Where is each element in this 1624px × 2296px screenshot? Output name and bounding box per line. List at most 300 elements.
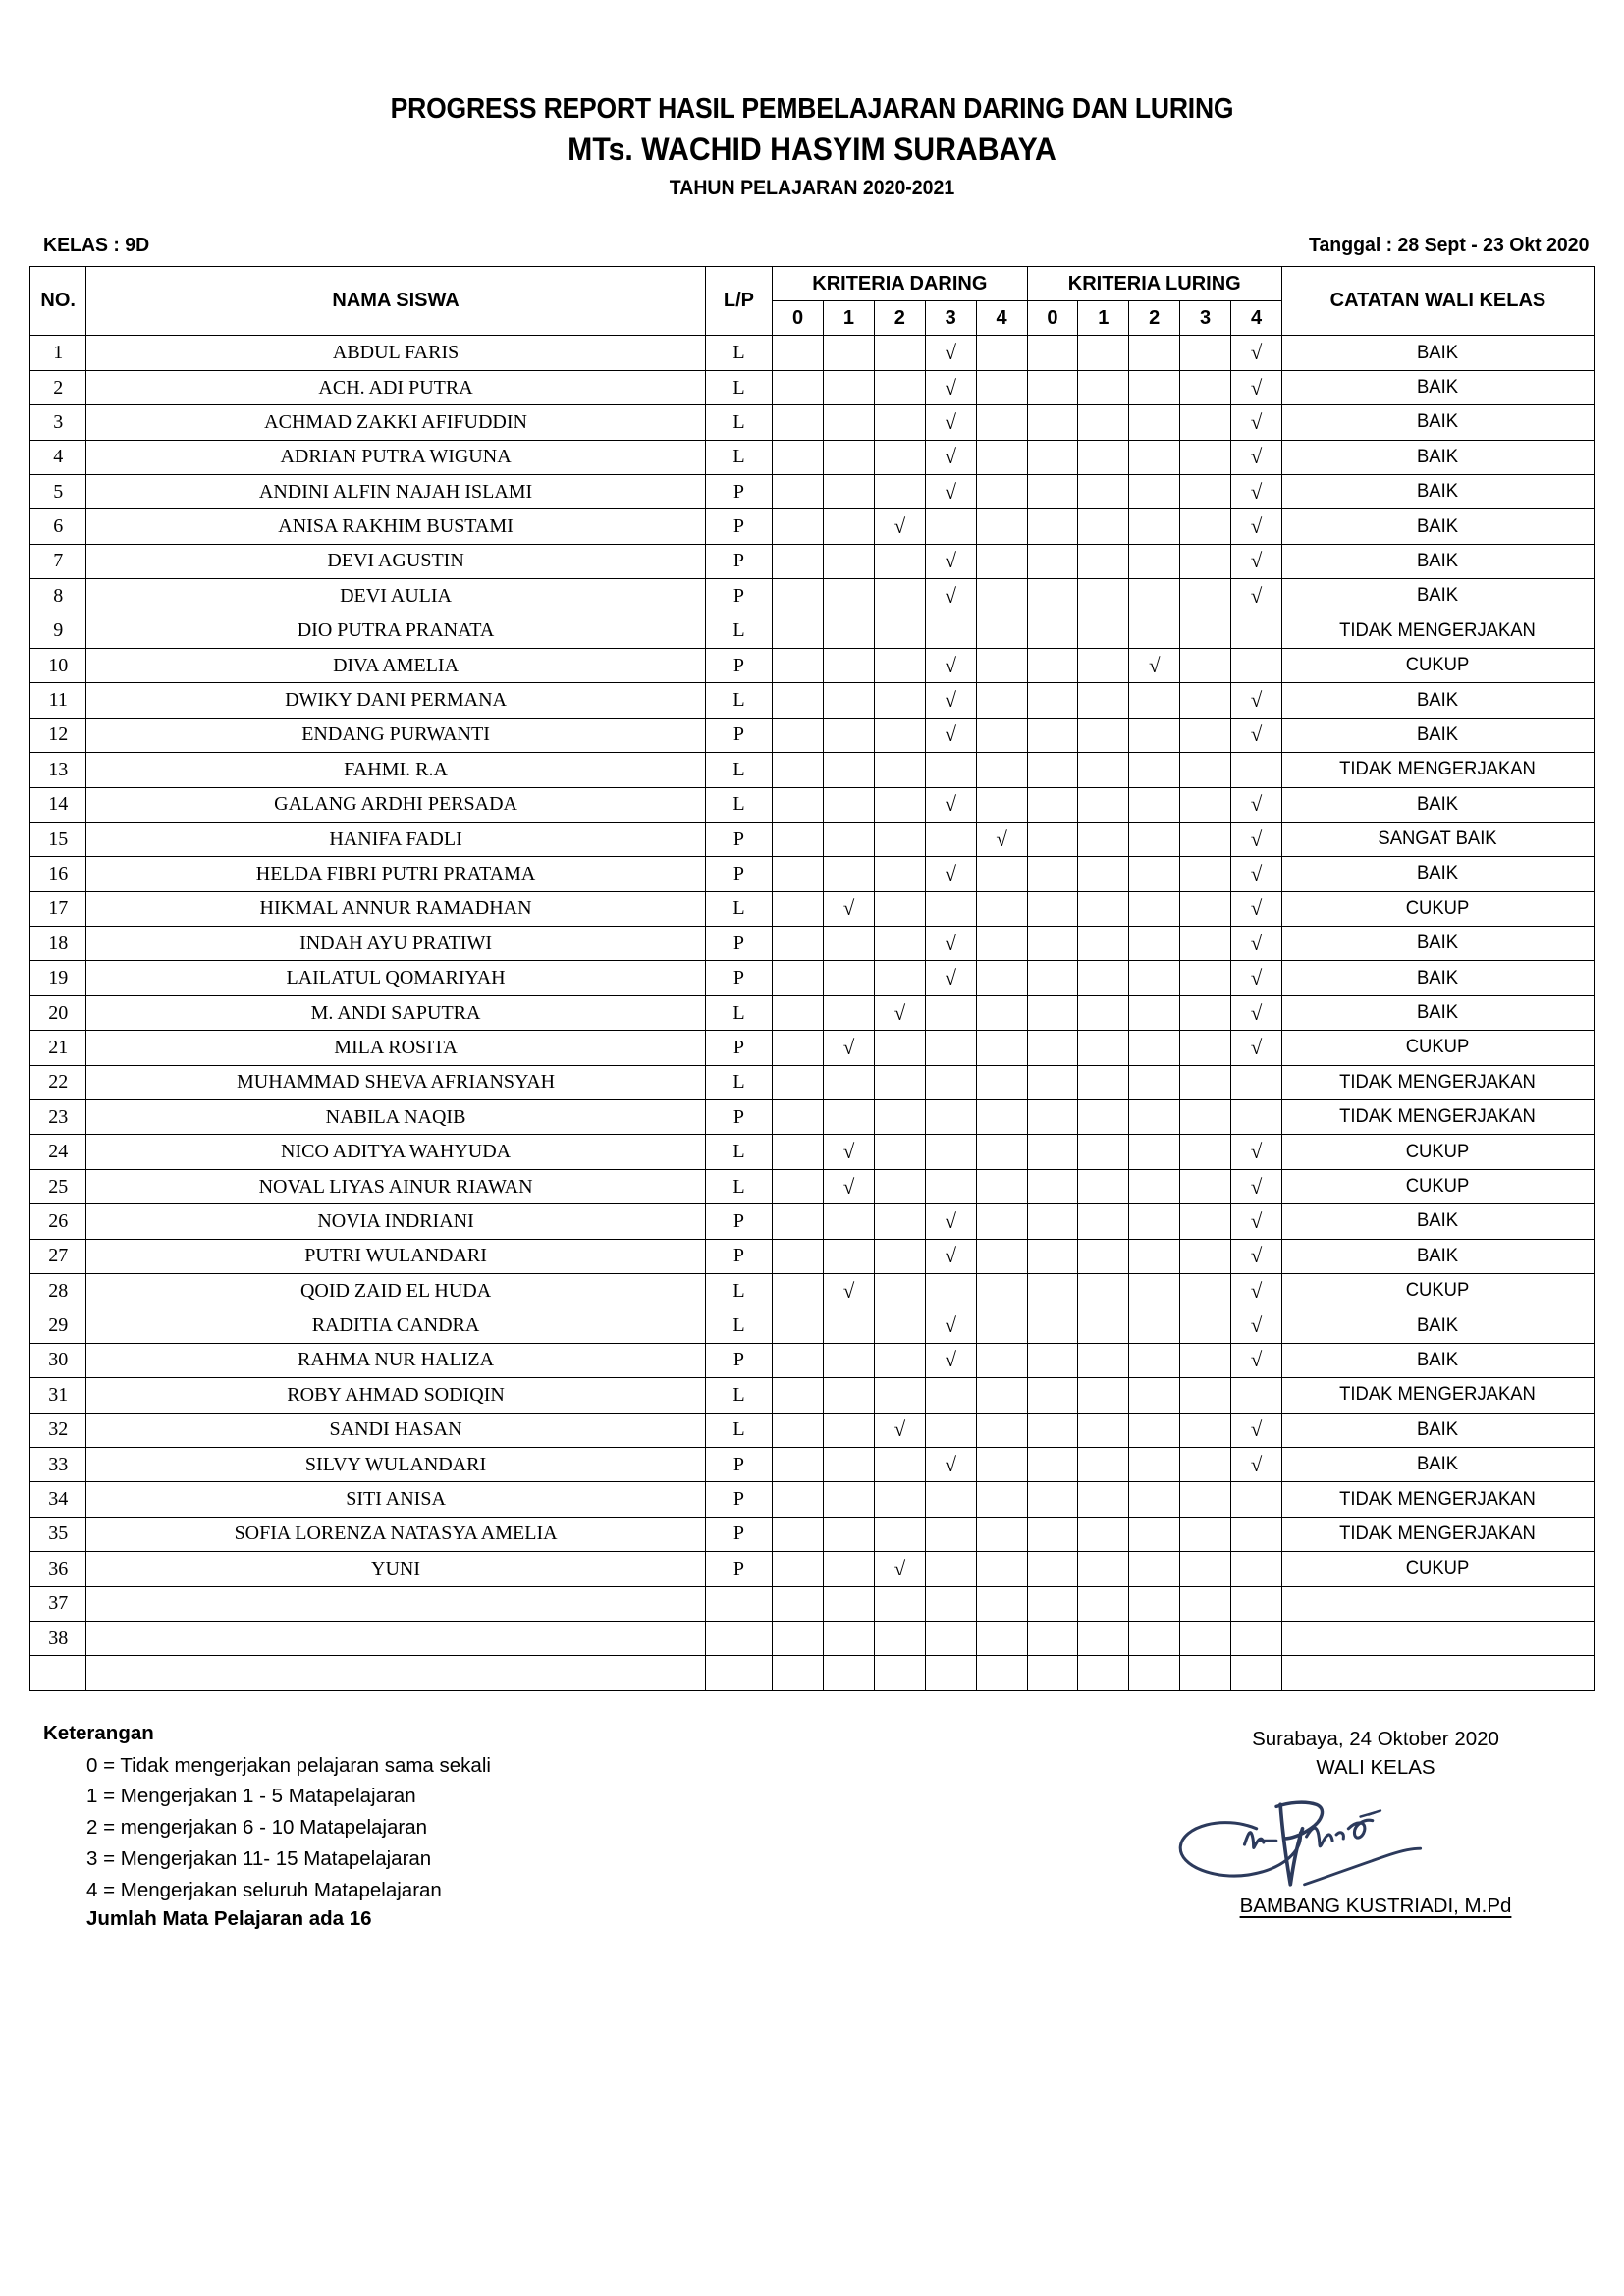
table-row: [30, 927, 1595, 961]
cell-daring-4: [976, 1413, 1027, 1447]
table-row: [30, 1447, 1595, 1481]
cell-daring-1: [824, 1517, 875, 1551]
table-row: [30, 1586, 1595, 1621]
cell-daring-4: [976, 1031, 1027, 1065]
cell-lp: L: [705, 405, 772, 440]
table-row: [30, 1656, 1595, 1690]
cell-luring-1: [1078, 336, 1129, 370]
cell-daring-0: [773, 753, 824, 787]
cell-luring-3: [1180, 1135, 1231, 1169]
cell-daring-3: [925, 1100, 976, 1135]
cell-luring-0: [1027, 891, 1078, 926]
cell-daring-1: [824, 927, 875, 961]
cell-luring-4: √: [1231, 509, 1282, 544]
cell-luring-1: [1078, 1031, 1129, 1065]
cell-daring-0: [773, 718, 824, 752]
cell-daring-0: [773, 787, 824, 822]
cell-luring-1: [1078, 509, 1129, 544]
cell-daring-3: [925, 1552, 976, 1586]
table-row: [30, 1204, 1595, 1239]
cell-luring-1: [1078, 544, 1129, 578]
cell-luring-2: [1129, 1517, 1180, 1551]
cell-daring-1: √: [824, 1031, 875, 1065]
cell-luring-4: √: [1231, 683, 1282, 718]
cell-daring-4: [976, 1378, 1027, 1413]
cell-luring-3: [1180, 822, 1231, 856]
cell-daring-3: √: [925, 1447, 976, 1481]
cell-luring-4: [1231, 1517, 1282, 1551]
cell-catatan: BAIK: [1286, 1239, 1589, 1273]
cell-luring-4: [1231, 1586, 1282, 1621]
cell-daring-3: [925, 1656, 976, 1690]
cell-lp: P: [705, 822, 772, 856]
table-row: [30, 753, 1595, 787]
cell-daring-0: [773, 370, 824, 404]
cell-luring-4: √: [1231, 1413, 1282, 1447]
date-range-label: Tanggal : 28 Sept - 23 Okt 2020: [1308, 234, 1589, 257]
cell-no: 24: [30, 1135, 86, 1169]
cell-daring-0: [773, 614, 824, 648]
cell-daring-2: [874, 961, 925, 995]
cell-luring-0: [1027, 509, 1078, 544]
cell-luring-1: [1078, 1100, 1129, 1135]
cell-daring-4: [976, 995, 1027, 1030]
cell-nama: MILA ROSITA: [86, 1031, 705, 1065]
cell-luring-3: [1180, 857, 1231, 891]
cell-luring-4: [1231, 1065, 1282, 1099]
legend-item-0: 0 = Tidak mengerjakan pelajaran sama sekali: [86, 1753, 491, 1777]
cell-luring-2: [1129, 1378, 1180, 1413]
cell-luring-3: [1180, 1100, 1231, 1135]
cell-daring-2: √: [874, 509, 925, 544]
cell-daring-3: √: [925, 857, 976, 891]
cell-luring-3: [1180, 1621, 1231, 1655]
cell-luring-0: [1027, 787, 1078, 822]
cell-luring-0: [1027, 995, 1078, 1030]
cell-daring-2: [874, 1517, 925, 1551]
cell-catatan: BAIK: [1286, 509, 1589, 544]
cell-lp: P: [705, 927, 772, 961]
cell-luring-1: [1078, 1378, 1129, 1413]
cell-no: 34: [30, 1482, 86, 1517]
cell-daring-0: [773, 648, 824, 682]
cell-daring-2: √: [874, 1413, 925, 1447]
cell-luring-0: [1027, 822, 1078, 856]
cell-luring-4: [1231, 1552, 1282, 1586]
cell-daring-3: [925, 1621, 976, 1655]
cell-daring-2: [874, 1100, 925, 1135]
cell-daring-2: [874, 753, 925, 787]
cell-daring-1: [824, 1413, 875, 1447]
cell-no: 27: [30, 1239, 86, 1273]
cell-luring-1: [1078, 718, 1129, 752]
cell-luring-4: [1231, 1656, 1282, 1690]
cell-daring-4: [976, 614, 1027, 648]
cell-no: 16: [30, 857, 86, 891]
cell-daring-2: [874, 475, 925, 509]
cell-daring-0: [773, 1031, 824, 1065]
cell-nama: HANIFA FADLI: [86, 822, 705, 856]
cell-daring-1: [824, 787, 875, 822]
cell-daring-0: [773, 1273, 824, 1308]
cell-nama: YUNI: [86, 1552, 705, 1586]
cell-daring-0: [773, 1239, 824, 1273]
cell-no: 15: [30, 822, 86, 856]
legend-item-1: 1 = Mengerjakan 1 - 5 Matapelajaran: [86, 1785, 416, 1808]
cell-daring-1: [824, 370, 875, 404]
cell-no: [30, 1656, 86, 1690]
cell-nama: RADITIA CANDRA: [86, 1308, 705, 1343]
cell-daring-2: [874, 1308, 925, 1343]
cell-luring-4: √: [1231, 1135, 1282, 1169]
cell-luring-4: √: [1231, 891, 1282, 926]
cell-luring-0: [1027, 1343, 1078, 1377]
table-row: [30, 1413, 1595, 1447]
cell-luring-4: √: [1231, 822, 1282, 856]
cell-daring-1: √: [824, 1273, 875, 1308]
col-header-no: NO.: [30, 267, 86, 336]
cell-luring-1: [1078, 995, 1129, 1030]
document-header: [29, 0, 1595, 200]
cell-catatan: BAIK: [1286, 718, 1589, 752]
cell-daring-0: [773, 1621, 824, 1655]
cell-no: 17: [30, 891, 86, 926]
cell-luring-1: [1078, 753, 1129, 787]
table-row: [30, 544, 1595, 578]
cell-luring-1: [1078, 822, 1129, 856]
cell-daring-2: [874, 440, 925, 474]
cell-lp: L: [705, 1308, 772, 1343]
cell-luring-4: √: [1231, 1273, 1282, 1308]
cell-daring-2: [874, 614, 925, 648]
cell-daring-0: [773, 1517, 824, 1551]
cell-daring-2: [874, 1273, 925, 1308]
cell-luring-2: [1129, 1308, 1180, 1343]
cell-catatan: CUKUP: [1286, 1135, 1589, 1169]
cell-daring-2: [874, 683, 925, 718]
table-row: [30, 1308, 1595, 1343]
table-row: [30, 787, 1595, 822]
cell-daring-4: [976, 1135, 1027, 1169]
cell-no: 36: [30, 1552, 86, 1586]
table-row: [30, 891, 1595, 926]
cell-daring-0: [773, 1552, 824, 1586]
cell-daring-0: [773, 1065, 824, 1099]
cell-daring-0: [773, 995, 824, 1030]
cell-daring-3: [925, 614, 976, 648]
legend-block: [43, 1722, 491, 1931]
cell-daring-0: [773, 1447, 824, 1481]
cell-luring-2: [1129, 1552, 1180, 1586]
cell-catatan: CUKUP: [1286, 1031, 1589, 1065]
cell-daring-1: [824, 995, 875, 1030]
legend-title: Keterangan: [43, 1721, 154, 1744]
cell-luring-2: [1129, 1031, 1180, 1065]
table-row: [30, 648, 1595, 682]
cell-no: 9: [30, 614, 86, 648]
cell-luring-3: [1180, 579, 1231, 614]
scale-luring-1: 1: [1078, 301, 1129, 336]
cell-luring-2: [1129, 1482, 1180, 1517]
signature-role: WALI KELAS: [1316, 1756, 1435, 1780]
legend-total: Jumlah Mata Pelajaran ada 16: [86, 1906, 372, 1930]
cell-daring-2: [874, 1169, 925, 1203]
table-row: [30, 1343, 1595, 1377]
cell-luring-1: [1078, 1447, 1129, 1481]
cell-luring-2: [1129, 1656, 1180, 1690]
cell-luring-3: [1180, 1308, 1231, 1343]
cell-luring-4: [1231, 1378, 1282, 1413]
cell-luring-0: [1027, 961, 1078, 995]
cell-luring-4: [1231, 648, 1282, 682]
table-head: [30, 267, 1595, 336]
cell-luring-2: [1129, 1135, 1180, 1169]
cell-luring-2: [1129, 961, 1180, 995]
cell-luring-3: [1180, 1065, 1231, 1099]
cell-luring-0: [1027, 753, 1078, 787]
cell-daring-1: [824, 440, 875, 474]
cell-luring-1: [1078, 440, 1129, 474]
cell-catatan: BAIK: [1286, 787, 1589, 822]
cell-nama: LAILATUL QOMARIYAH: [86, 961, 705, 995]
col-header-kriteria-daring: KRITERIA DARING: [773, 267, 1027, 301]
cell-daring-0: [773, 544, 824, 578]
cell-luring-3: [1180, 753, 1231, 787]
cell-daring-2: √: [874, 1552, 925, 1586]
cell-nama: HIKMAL ANNUR RAMADHAN: [86, 891, 705, 926]
cell-daring-3: √: [925, 1204, 976, 1239]
cell-daring-2: [874, 1586, 925, 1621]
cell-luring-1: [1078, 891, 1129, 926]
cell-daring-2: [874, 718, 925, 752]
cell-lp: L: [705, 1135, 772, 1169]
cell-daring-2: [874, 370, 925, 404]
cell-daring-1: [824, 1065, 875, 1099]
cell-lp: [705, 1656, 772, 1690]
cell-no: 6: [30, 509, 86, 544]
cell-catatan: BAIK: [1286, 927, 1589, 961]
cell-catatan: BAIK: [1286, 440, 1589, 474]
cell-daring-2: [874, 1065, 925, 1099]
table-row: [30, 336, 1595, 370]
cell-daring-0: [773, 1378, 824, 1413]
cell-luring-1: [1078, 1413, 1129, 1447]
cell-daring-1: [824, 1100, 875, 1135]
cell-luring-4: [1231, 753, 1282, 787]
cell-daring-4: [976, 961, 1027, 995]
cell-luring-4: √: [1231, 579, 1282, 614]
cell-luring-2: [1129, 753, 1180, 787]
scale-luring-4: 4: [1231, 301, 1282, 336]
cell-daring-0: [773, 1413, 824, 1447]
legend-list: [43, 1750, 491, 1906]
cell-luring-0: [1027, 336, 1078, 370]
cell-luring-3: [1180, 440, 1231, 474]
cell-luring-4: √: [1231, 927, 1282, 961]
cell-lp: L: [705, 891, 772, 926]
cell-nama: ABDUL FARIS: [86, 336, 705, 370]
cell-nama: ACH. ADI PUTRA: [86, 370, 705, 404]
cell-luring-0: [1027, 683, 1078, 718]
cell-luring-3: [1180, 927, 1231, 961]
cell-daring-2: [874, 579, 925, 614]
cell-luring-0: [1027, 1482, 1078, 1517]
cell-nama: ANISA RAKHIM BUSTAMI: [86, 509, 705, 544]
cell-luring-4: √: [1231, 995, 1282, 1030]
cell-daring-0: [773, 1343, 824, 1377]
cell-daring-4: [976, 683, 1027, 718]
table-row: [30, 1482, 1595, 1517]
legend-item-3: 3 = Mengerjakan 11- 15 Matapelajaran: [86, 1846, 432, 1870]
cell-daring-0: [773, 509, 824, 544]
cell-catatan: TIDAK MENGERJAKAN: [1286, 614, 1589, 648]
cell-luring-3: [1180, 1517, 1231, 1551]
cell-daring-1: [824, 544, 875, 578]
table-row: [30, 1273, 1595, 1308]
cell-daring-0: [773, 1482, 824, 1517]
cell-daring-3: [925, 1065, 976, 1099]
cell-luring-1: [1078, 1552, 1129, 1586]
cell-luring-2: [1129, 1169, 1180, 1203]
cell-daring-2: [874, 1135, 925, 1169]
cell-luring-1: [1078, 1343, 1129, 1377]
cell-catatan: BAIK: [1286, 857, 1589, 891]
cell-no: 10: [30, 648, 86, 682]
cell-daring-2: [874, 1447, 925, 1481]
cell-daring-4: [976, 336, 1027, 370]
cell-lp: L: [705, 787, 772, 822]
cell-luring-0: [1027, 405, 1078, 440]
cell-nama: MUHAMMAD SHEVA AFRIANSYAH: [86, 1065, 705, 1099]
cell-daring-2: [874, 822, 925, 856]
cell-catatan: BAIK: [1286, 1308, 1589, 1343]
table-row: [30, 1239, 1595, 1273]
cell-lp: P: [705, 961, 772, 995]
cell-luring-1: [1078, 370, 1129, 404]
cell-lp: P: [705, 579, 772, 614]
cell-daring-2: [874, 1031, 925, 1065]
cell-daring-1: [824, 1343, 875, 1377]
cell-daring-1: √: [824, 1135, 875, 1169]
cell-daring-0: [773, 683, 824, 718]
cell-luring-2: [1129, 440, 1180, 474]
cell-lp: L: [705, 1413, 772, 1447]
table-row: [30, 1065, 1595, 1099]
cell-daring-4: [976, 718, 1027, 752]
cell-nama: ANDINI ALFIN NAJAH ISLAMI: [86, 475, 705, 509]
cell-daring-1: [824, 1204, 875, 1239]
cell-daring-3: √: [925, 648, 976, 682]
cell-lp: L: [705, 1273, 772, 1308]
cell-daring-2: [874, 1239, 925, 1273]
cell-daring-4: [976, 1204, 1027, 1239]
table-row: [30, 370, 1595, 404]
cell-daring-4: [976, 405, 1027, 440]
table-row: [30, 1100, 1595, 1135]
cell-daring-2: [874, 1656, 925, 1690]
cell-luring-3: [1180, 509, 1231, 544]
cell-luring-1: [1078, 857, 1129, 891]
cell-luring-0: [1027, 1169, 1078, 1203]
cell-nama: [86, 1621, 705, 1655]
cell-lp: [705, 1621, 772, 1655]
cell-catatan: SANGAT BAIK: [1286, 822, 1589, 856]
scale-daring-0: 0: [773, 301, 824, 336]
report-title-line1: PROGRESS REPORT HASIL PEMBELAJARAN DARING DAN LURING: [390, 93, 1234, 125]
cell-catatan: BAIK: [1286, 683, 1589, 718]
cell-daring-3: √: [925, 927, 976, 961]
cell-catatan: BAIK: [1286, 1204, 1589, 1239]
cell-luring-3: [1180, 336, 1231, 370]
cell-no: 11: [30, 683, 86, 718]
cell-luring-2: [1129, 475, 1180, 509]
cell-luring-2: [1129, 1100, 1180, 1135]
cell-lp: L: [705, 1378, 772, 1413]
signature-name: BAMBANG KUSTRIADI, M.Pd: [1239, 1895, 1512, 1918]
table-row: [30, 995, 1595, 1030]
cell-daring-1: [824, 753, 875, 787]
cell-luring-2: [1129, 1343, 1180, 1377]
cell-no: 13: [30, 753, 86, 787]
cell-daring-3: [925, 1413, 976, 1447]
cell-lp: P: [705, 1517, 772, 1551]
cell-daring-1: √: [824, 1169, 875, 1203]
cell-luring-1: [1078, 405, 1129, 440]
cell-luring-2: [1129, 405, 1180, 440]
cell-daring-4: [976, 1656, 1027, 1690]
cell-daring-1: [824, 1621, 875, 1655]
cell-luring-1: [1078, 683, 1129, 718]
cell-catatan: CUKUP: [1286, 891, 1589, 926]
cell-catatan: CUKUP: [1286, 1552, 1589, 1586]
cell-luring-0: [1027, 1100, 1078, 1135]
cell-luring-0: [1027, 440, 1078, 474]
cell-daring-1: [824, 718, 875, 752]
cell-daring-4: [976, 891, 1027, 926]
cell-luring-0: [1027, 1413, 1078, 1447]
cell-catatan: BAIK: [1286, 579, 1589, 614]
cell-luring-1: [1078, 961, 1129, 995]
cell-daring-3: √: [925, 544, 976, 578]
cell-no: 21: [30, 1031, 86, 1065]
document-footer: [29, 1722, 1595, 1931]
signature-place-date: Surabaya, 24 Oktober 2020: [1252, 1727, 1499, 1750]
cell-daring-0: [773, 927, 824, 961]
cell-nama: PUTRI WULANDARI: [86, 1239, 705, 1273]
cell-luring-0: [1027, 1656, 1078, 1690]
cell-daring-4: [976, 475, 1027, 509]
cell-luring-0: [1027, 1065, 1078, 1099]
cell-daring-0: [773, 1135, 824, 1169]
cell-daring-4: [976, 1065, 1027, 1099]
cell-daring-1: [824, 1552, 875, 1586]
cell-daring-4: [976, 579, 1027, 614]
cell-luring-2: [1129, 1239, 1180, 1273]
cell-daring-1: [824, 1482, 875, 1517]
cell-no: 25: [30, 1169, 86, 1203]
cell-daring-2: [874, 1378, 925, 1413]
cell-daring-3: √: [925, 718, 976, 752]
cell-daring-2: [874, 1343, 925, 1377]
cell-catatan: [1286, 1656, 1589, 1690]
cell-luring-3: [1180, 614, 1231, 648]
cell-nama: [86, 1586, 705, 1621]
cell-luring-3: [1180, 648, 1231, 682]
cell-daring-2: [874, 1204, 925, 1239]
cell-daring-4: [976, 1239, 1027, 1273]
cell-daring-4: [976, 648, 1027, 682]
cell-luring-3: [1180, 1552, 1231, 1586]
